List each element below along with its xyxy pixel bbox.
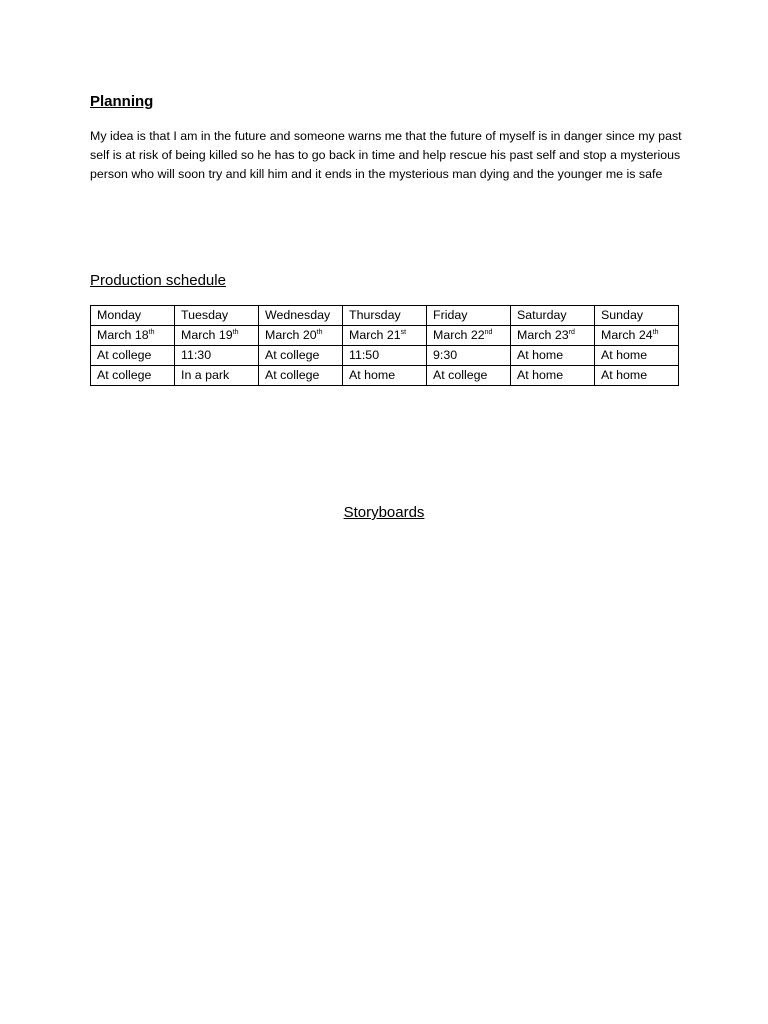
schedule-cell: At college [259,366,343,386]
date-suffix: th [148,329,155,336]
schedule-cell: At home [343,366,427,386]
date-cell [427,326,511,346]
schedule-cell: At college [259,346,343,366]
date-cell [259,326,343,346]
schedule-cell: In a park [175,366,259,386]
schedule-days-row [91,306,679,326]
planning-paragraph: My idea is that I am in the future and someone warns me that the future of myself is in danger since my past self is at risk of being killed so he has to go back in time and help rescue his past self and stop a mysterious person who will soon try and kill him and it ends in the mysterious man dying and the younger me is safe [90,129,682,181]
date-text: March 18 [97,328,149,342]
date-cell [511,326,595,346]
schedule-cell: 11:50 [343,346,427,366]
date-suffix: rd [568,329,575,336]
storyboards-heading-wrap [0,504,768,521]
date-suffix: th [232,329,239,336]
schedule-cell: 9:30 [427,346,511,366]
day-cell: Friday [427,306,511,326]
day-cell: Monday [91,306,175,326]
schedule-cell: At home [511,346,595,366]
schedule-cell: At college [427,366,511,386]
schedule-cell: At home [595,346,679,366]
schedule-cell: 11:30 [175,346,259,366]
date-cell [595,326,679,346]
planning-heading: Planning [90,93,154,110]
schedule-cell: At college [91,366,175,386]
date-suffix: th [316,329,323,336]
day-cell: Saturday [511,306,595,326]
schedule-row-3 [91,346,679,366]
date-suffix: nd [484,329,493,336]
schedule-dates-row [91,326,679,346]
day-cell: Tuesday [175,306,259,326]
schedule-cell: At college [91,346,175,366]
date-cell [175,326,259,346]
schedule-row-4 [91,366,679,386]
date-cell [343,326,427,346]
date-suffix: st [400,329,407,336]
production-schedule-heading: Production schedule [90,272,226,289]
day-cell: Wednesday [259,306,343,326]
date-text: March 24 [601,328,653,342]
day-cell: Thursday [343,306,427,326]
date-text: March 20 [265,328,317,342]
date-text: March 22 [433,328,485,342]
production-schedule-table [90,305,679,386]
day-cell: Sunday [595,306,679,326]
date-cell [91,326,175,346]
date-suffix: th [652,329,659,336]
date-text: March 21 [349,328,401,342]
storyboards-heading: Storyboards [343,504,425,521]
date-text: March 23 [517,328,569,342]
schedule-cell: At home [511,366,595,386]
schedule-cell: At home [595,366,679,386]
date-text: March 19 [181,328,233,342]
